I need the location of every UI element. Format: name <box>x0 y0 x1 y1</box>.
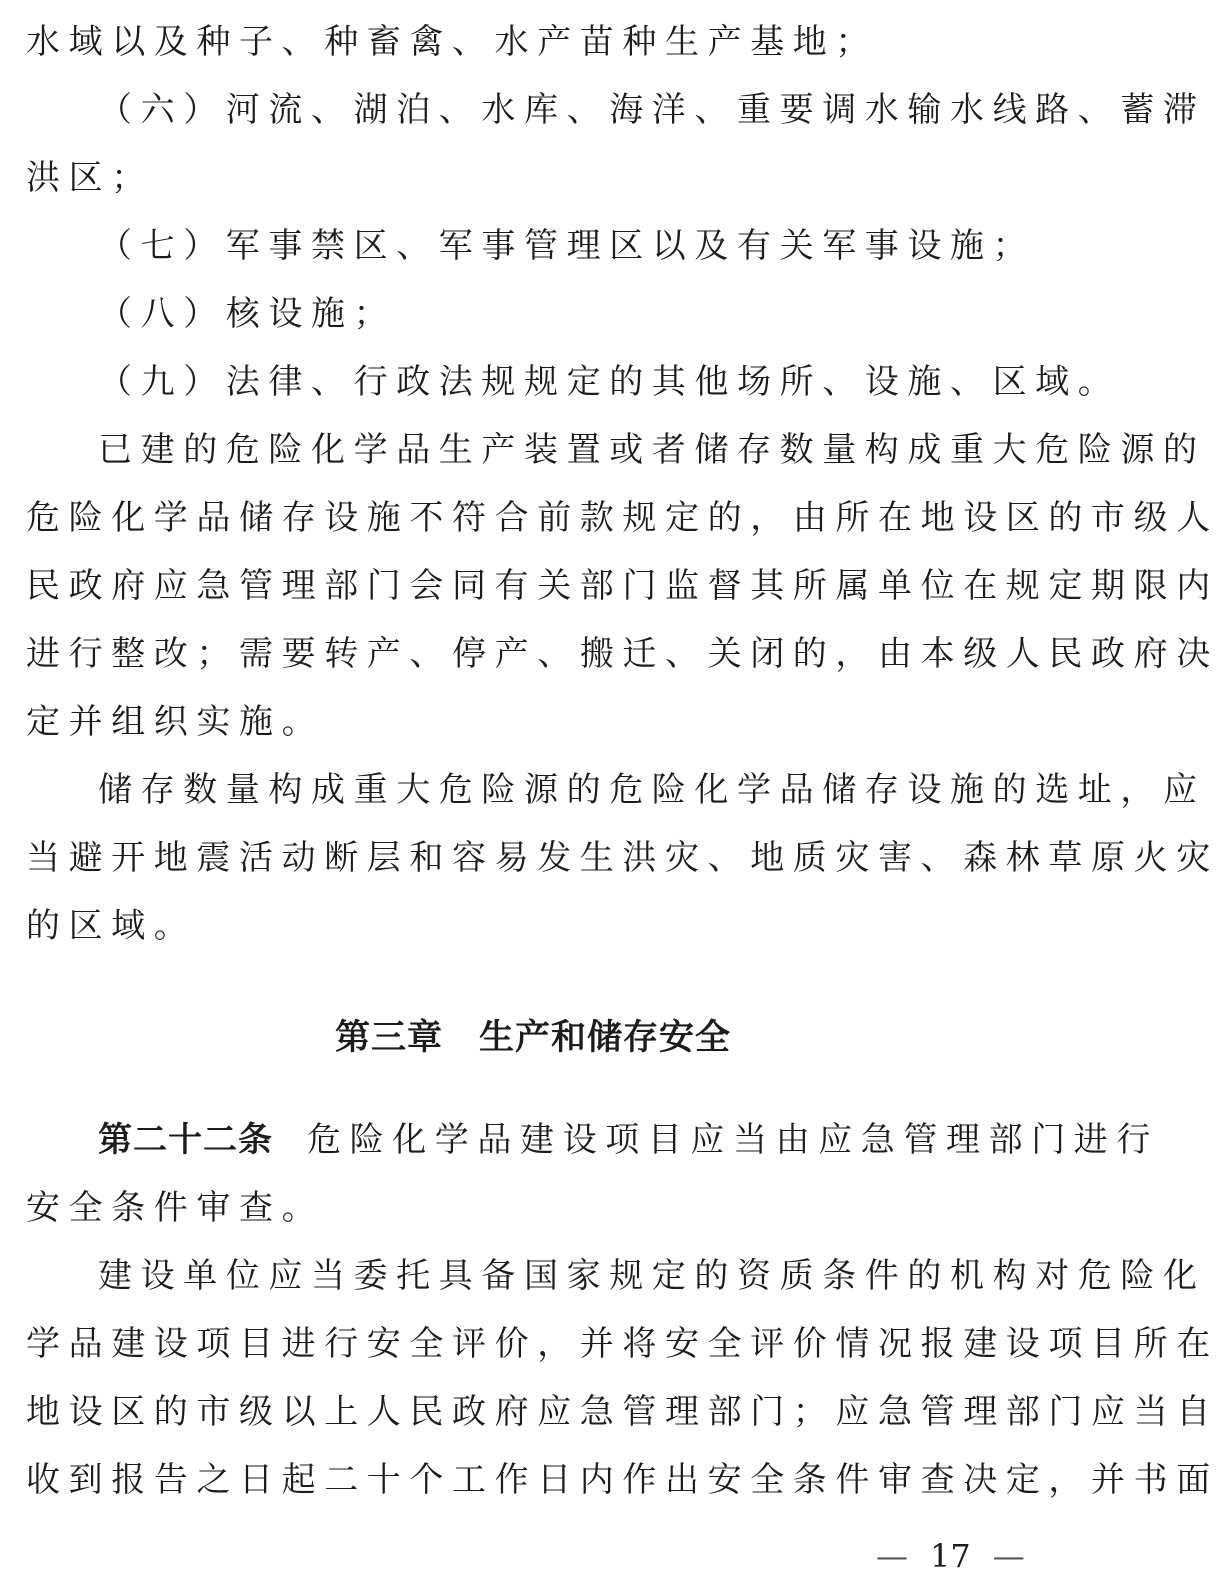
paragraph-start: 建设单位应当委托具备国家规定的资质条件的机构对危险化 <box>98 1256 1206 1296</box>
footer-dash-right: — <box>992 1537 1025 1575</box>
text-line: 的区域。 <box>26 906 197 946</box>
paragraph-start: 储存数量构成重大危险源的危险化学品储存设施的选址，应 <box>98 770 1206 810</box>
text-line: 定并组织实施。 <box>26 702 325 742</box>
article-first-line <box>26 1106 1159 1174</box>
text-line: 收到报告之日起二十个工作日内作出安全条件审查决定，并书面 <box>26 1460 1219 1500</box>
page-footer <box>876 1536 1025 1576</box>
text-line: 水域以及种子、种畜禽、水产苗种生产基地； <box>26 22 878 62</box>
list-item-9: （九）法律、行政法规规定的其他场所、设施、区域。 <box>98 362 1121 402</box>
list-item-7: （七）军事禁区、军事管理区以及有关军事设施； <box>98 226 1036 266</box>
text-line: 当避开地震活动断层和容易发生洪灾、地质灾害、森林草原火灾 <box>26 838 1219 878</box>
article-22 <box>26 1106 1219 1514</box>
chapter-title: 第三章 生产和储存安全 <box>334 1018 731 1058</box>
text-line: 危险化学品储存设施不符合前款规定的，由所在地设区的市级人 <box>26 498 1219 538</box>
page-number: 17 <box>930 1537 971 1575</box>
list-item-6: （六）河流、湖泊、水库、海洋、重要调水输水线路、蓄滞 <box>98 90 1206 130</box>
article-text: 危险化学品建设项目应当由应急管理部门进行 <box>307 1120 1159 1160</box>
text-line: 洪区； <box>26 158 154 198</box>
paragraph-start: 已建的危险化学品生产装置或者储存数量构成重大危险源的 <box>98 430 1206 470</box>
article-label: 第二十二条 <box>98 1120 273 1160</box>
text-line: 地设区的市级以上人民政府应急管理部门；应急管理部门应当自 <box>26 1392 1219 1432</box>
text-line: 学品建设项目进行安全评价，并将安全评价情况报建设项目所在 <box>26 1324 1219 1364</box>
footer-dash-left: — <box>876 1537 908 1575</box>
text-line: 民政府应急管理部门会同有关部门监督其所属单位在规定期限内 <box>26 566 1219 606</box>
document-page <box>26 8 1219 1514</box>
list-item-8: （八）核设施； <box>98 294 397 334</box>
text-line: 进行整改；需要转产、停产、搬迁、关闭的，由本级人民政府决 <box>26 634 1219 674</box>
text-line: 安全条件审查。 <box>26 1188 325 1228</box>
